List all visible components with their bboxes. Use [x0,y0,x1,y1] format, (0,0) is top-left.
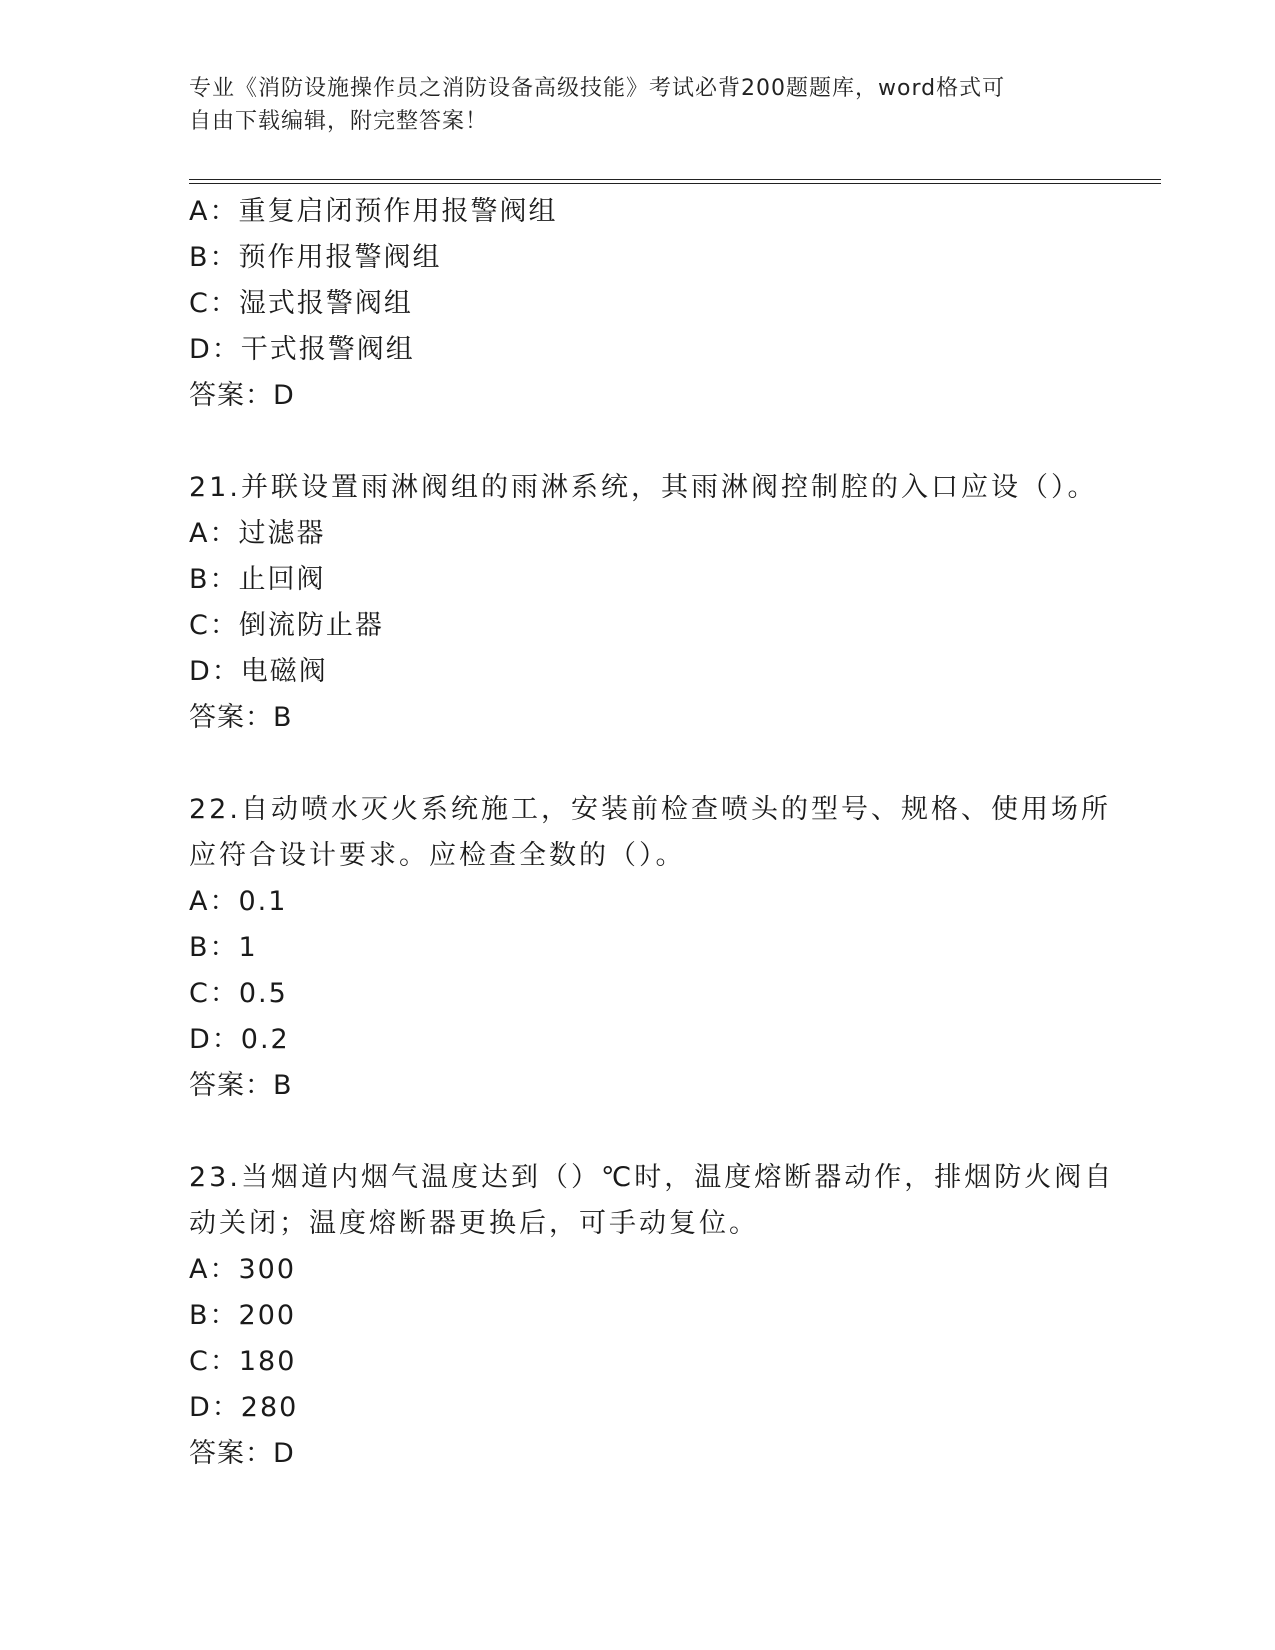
answer: 答案：D [189,380,295,411]
option-a: A：0.1 [189,886,288,917]
option-a: A：300 [189,1254,297,1285]
option-a: A：重复启闭预作用报警阀组 [189,196,558,227]
spacer [189,1109,1149,1155]
option-c: C：180 [189,1346,297,1377]
option-c: C：倒流防止器 [189,610,384,641]
option-c: C：0.5 [189,978,288,1009]
question-23 [189,1155,1149,1477]
option-b: B：1 [189,932,258,963]
header-line-2: 自由下载编辑，附完整答案！ [189,109,489,134]
spacer [189,741,1149,787]
header-divider [189,179,1161,184]
document-header [189,72,1069,138]
answer: 答案：B [189,702,293,733]
question-stem-line-1: 22.自动喷水灭火系统施工，安装前检查喷头的型号、规格、使用场所 [189,794,1111,825]
option-b: B：200 [189,1300,297,1331]
option-b: B：止回阀 [189,564,326,595]
question-stem-line-1: 23.当烟道内烟气温度达到（）℃时，温度熔断器动作，排烟防火阀自 [189,1162,1115,1193]
option-d: D：280 [189,1392,299,1423]
question-stem: 21.并联设置雨淋阀组的雨淋系统，其雨淋阀控制腔的入口应设（）。 [189,472,1098,503]
option-b: B：预作用报警阀组 [189,242,442,273]
question-22 [189,787,1149,1109]
question-stem-line-2: 应符合设计要求。应检查全数的（）。 [189,840,686,871]
question-stem-line-2: 动关闭；温度熔断器更换后，可手动复位。 [189,1208,759,1239]
answer: 答案：B [189,1070,293,1101]
option-d: D：干式报警阀组 [189,334,415,365]
spacer [189,419,1149,465]
option-a: A：过滤器 [189,518,326,549]
header-line-1: 专业《消防设施操作员之消防设备高级技能》考试必背200题题库，word格式可 [189,76,1006,101]
option-c: C：湿式报警阀组 [189,288,413,319]
answer: 答案：D [189,1438,295,1469]
question-20-tail [189,189,1149,419]
option-d: D：电磁阀 [189,656,328,687]
question-list [189,189,1149,1477]
question-21 [189,465,1149,741]
option-d: D：0.2 [189,1024,290,1055]
